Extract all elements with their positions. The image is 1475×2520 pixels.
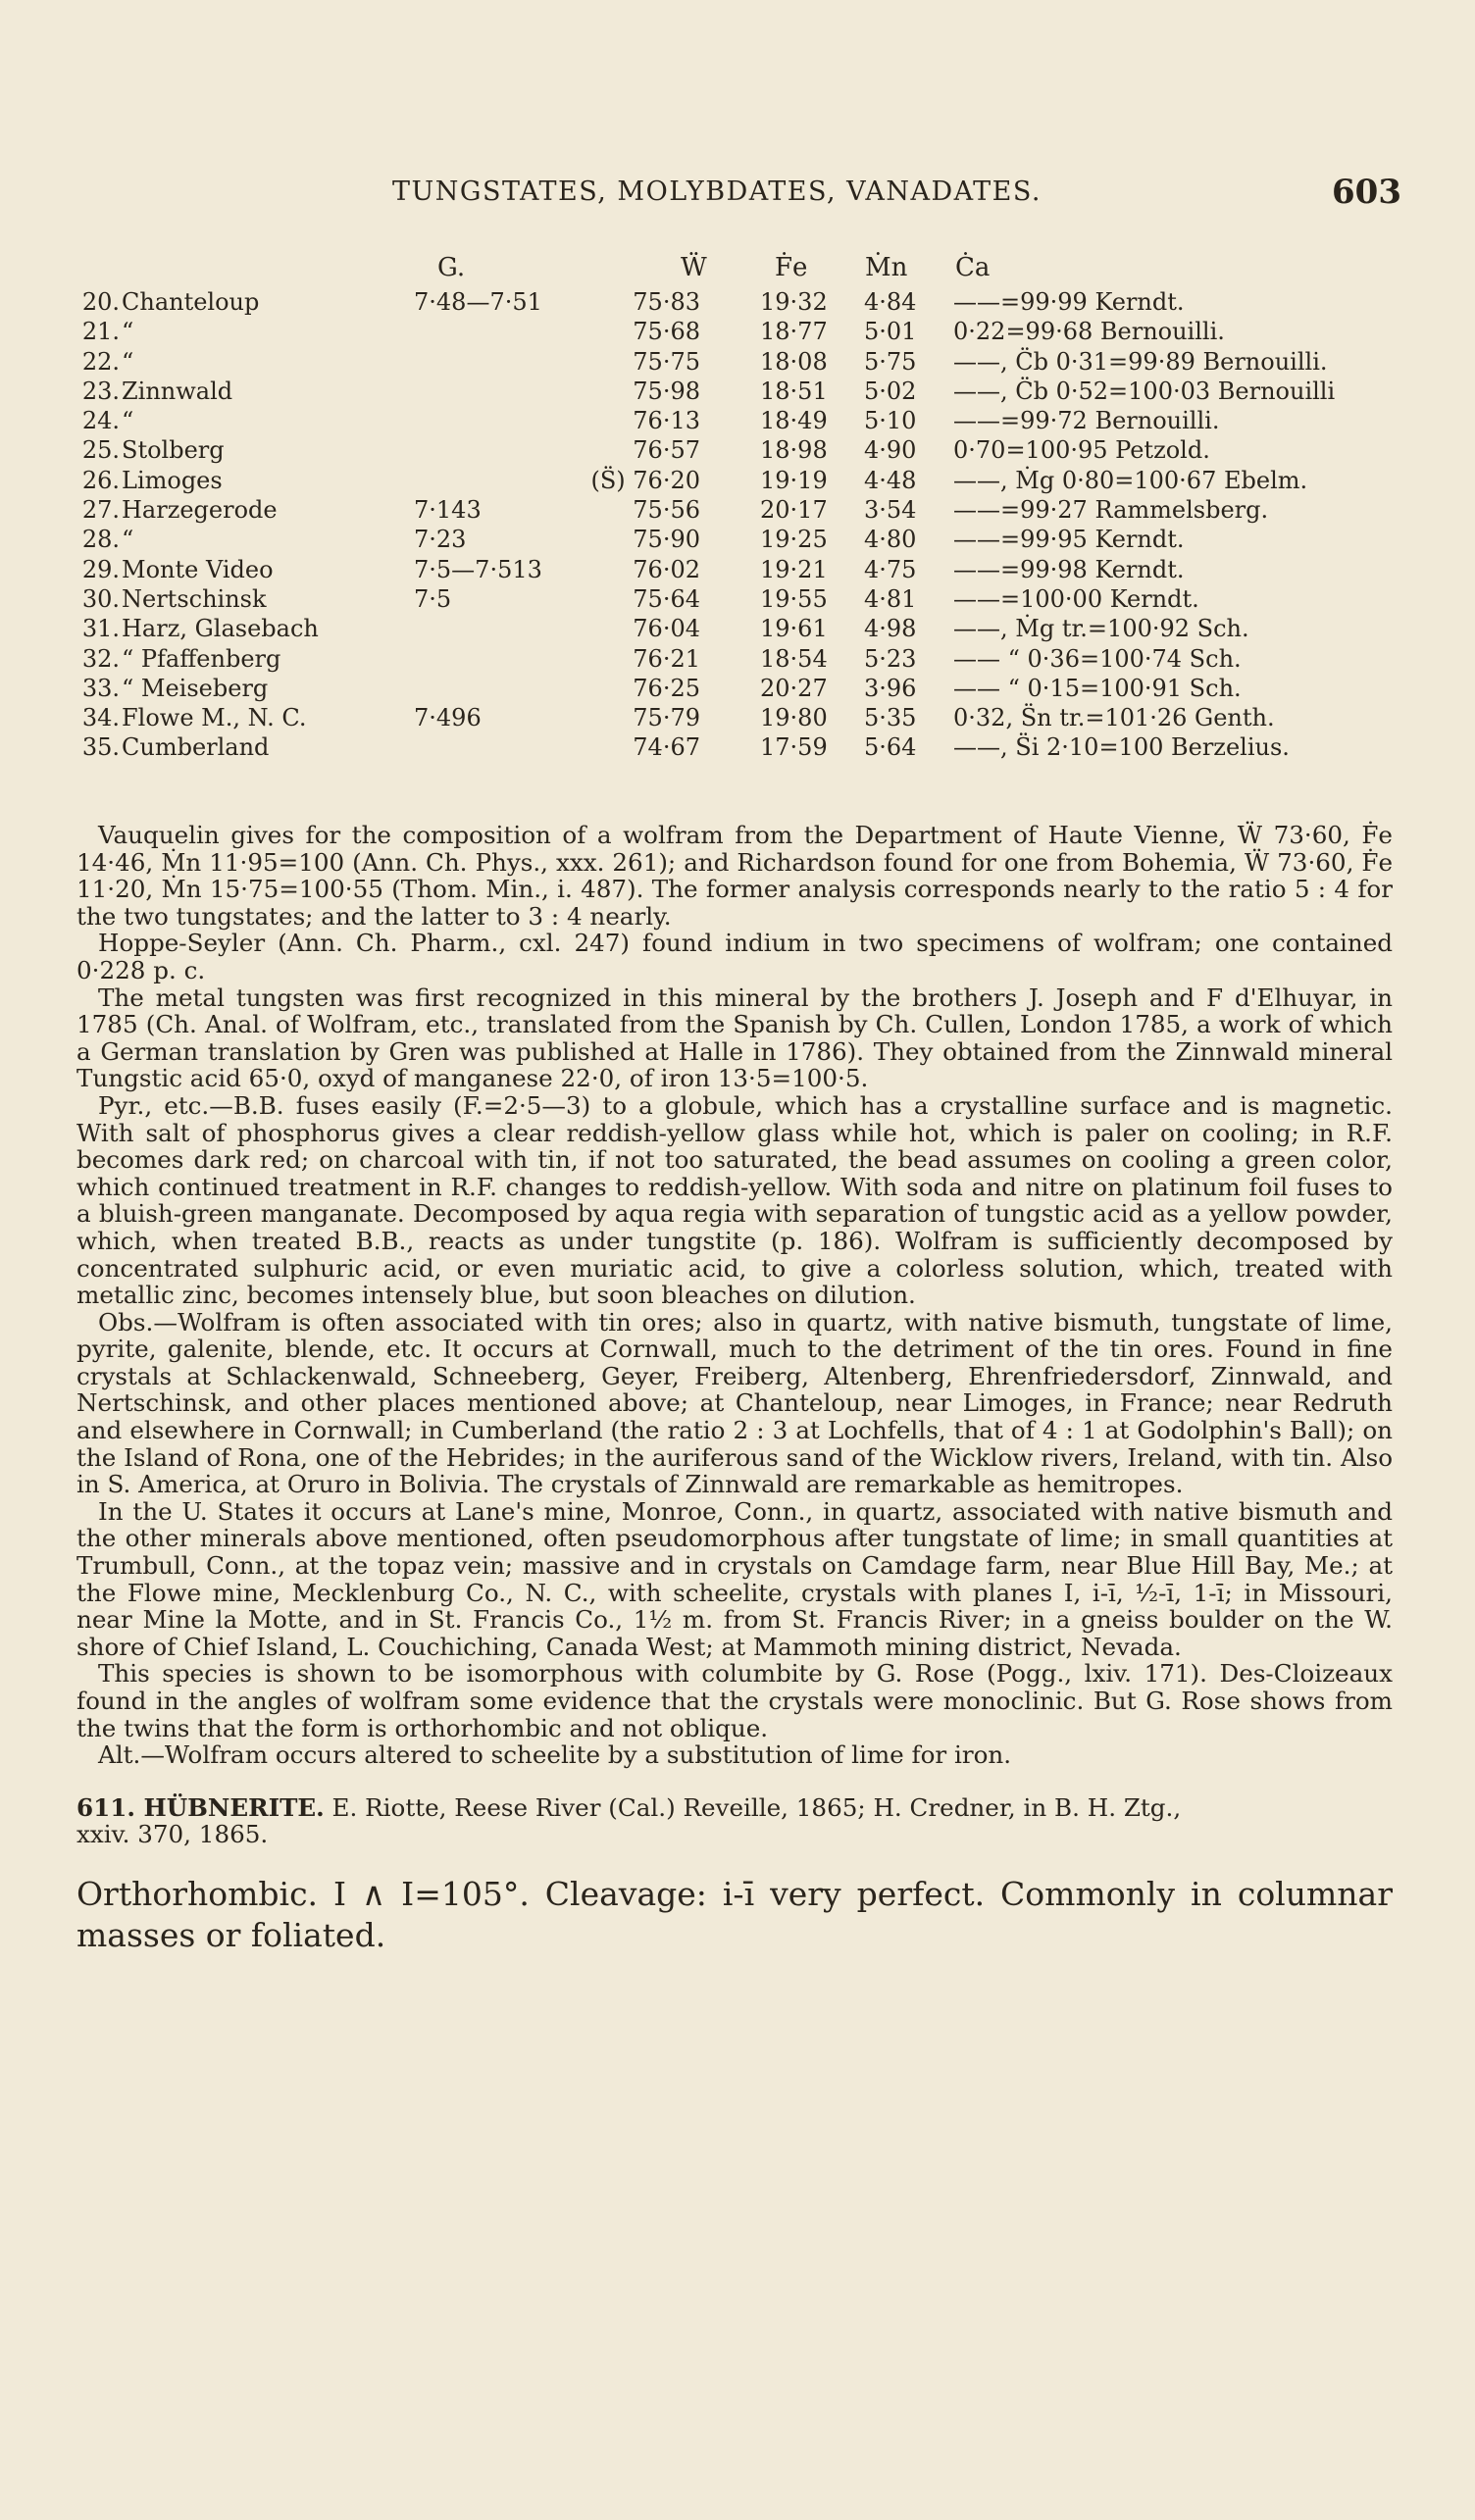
table-row bbox=[0, 288, 1475, 318]
paragraph-pyrognostics: Pyr., etc.—B.B. fuses easily (F.=2·5—3) to a globule, which has a crystalline surface and is magnetic. With salt of phosphorus gives a clear reddish-yellow glass while hot, which is paler on cooling; in R.F. becomes dark red; on charcoal with tin, if not too saturated, the bead assumes on cooling a green color, which continued treatment in R.F. changes to reddish-yellow. With soda and nitre on platinum foil fuses to a bluish-green manganate. Decomposed by aqua regia with separation of tungstic acid as a yellow powder, which, when treated B.B., reacts as under tungstite (p. 186). Wolfram is sufficiently decomposed by concentrated sulphuric acid, or even muriatic acid, to give a colorless solution, which, treated with metallic zinc, becomes intensely blue, but soon bleaches on dilution. bbox=[76, 1090, 1393, 1310]
row-w: (S̈) 76·20 bbox=[590, 466, 700, 494]
analyses-table bbox=[0, 245, 1475, 764]
row-mn: 5·35 bbox=[864, 704, 917, 732]
row-mn: 3·96 bbox=[864, 674, 917, 702]
row-remainder: ——=99·95 Kerndt. bbox=[953, 526, 1185, 554]
header-mn: Ṁn bbox=[865, 253, 908, 282]
row-fe: 19·55 bbox=[760, 584, 828, 613]
species-description: Orthorhombic. I ∧ I=105°. Cleavage: i-ī very perfect. Commonly in columnar masses or foliated. bbox=[76, 1874, 1393, 1954]
row-mn: 5·02 bbox=[864, 377, 917, 405]
row-remainder: ——=99·72 Bernouilli. bbox=[953, 407, 1220, 435]
row-mn: 4·81 bbox=[864, 584, 917, 613]
row-fe: 18·08 bbox=[760, 347, 828, 376]
row-locality: Stolberg bbox=[122, 436, 225, 465]
row-w: 74·67 bbox=[633, 733, 700, 762]
row-fe: 20·27 bbox=[760, 674, 828, 702]
row-locality: Harz, Glasebach bbox=[122, 615, 319, 643]
row-gravity: 7·143 bbox=[414, 496, 482, 525]
paragraph-us-localities: In the U. States it occurs at Lane's mine, Monroe, Conn., in quartz, associated with native bismuth and the other minerals above mentioned, often pseudomorphous after tungstate of lime; in small quantities at Trumbull, Conn., at the topaz vein; massive and in crystals on Camdage farm, near Blue Hill Bay, Me.; at the Flowe mine, Mecklenburg Co., N. C., with scheelite, crystals with planes I, i-ī, ½-ī, 1-ī; in Missouri, near Mine la Motte, and in St. Francis Co., 1½ m. from St. Francis River; in a gneiss boulder on the W. shore of Chief Island, L. Couchiching, Canada West; at Mammoth mining district, Nevada. bbox=[76, 1496, 1393, 1661]
paragraph-history: The metal tungsten was first recognized in this mineral by the brothers J. Joseph and F d'Elhuyar, in 1785 (Ch. Anal. of Wolfram, etc., translated from the Spanish by Ch. Cullen, London 1785, a work of which a German translation by Gren was published at Halle in 1786). They obtained from the Zinnwald mineral Tungstic acid 65·0, oxyd of manganese 22·0, of iron 13·5=100·5. bbox=[76, 983, 1393, 1093]
header-g: G. bbox=[437, 253, 466, 282]
row-fe: 19·21 bbox=[760, 555, 828, 583]
row-mn: 5·01 bbox=[864, 318, 917, 346]
row-mn: 3·54 bbox=[864, 496, 917, 525]
row-remainder: ——=99·99 Kerndt. bbox=[953, 288, 1185, 316]
row-locality: Harzegerode bbox=[122, 496, 278, 525]
species-references-continued: xxiv. 370, 1865. bbox=[76, 1820, 269, 1849]
table-row bbox=[0, 585, 1475, 615]
row-w: 75·98 bbox=[633, 377, 700, 405]
row-remainder: —— “ 0·36=100·74 Sch. bbox=[953, 644, 1242, 673]
row-number: 33. bbox=[81, 674, 120, 702]
page-number: 603 bbox=[1332, 173, 1401, 212]
running-head bbox=[0, 173, 1475, 222]
row-number: 22. bbox=[81, 347, 120, 376]
row-remainder: 0·32, S̈n tr.=101·26 Genth. bbox=[953, 704, 1275, 732]
row-fe: 18·77 bbox=[760, 318, 828, 346]
row-remainder: ——=100·00 Kerndt. bbox=[953, 584, 1199, 613]
species-heading-line bbox=[76, 1794, 1393, 1822]
row-fe: 18·54 bbox=[760, 644, 828, 673]
section-gap bbox=[76, 1769, 1393, 1794]
paragraph-isomorphism: This species is shown to be isomorphous with columbite by G. Rose (Pogg., lxiv. 171). Des-Cloizeaux found in the angles of wolfram some evidence that the crystals were monoclinic. But G. Rose shows from the twins that the form is orthorhombic and not oblique. bbox=[76, 1659, 1393, 1742]
row-fe: 18·49 bbox=[760, 407, 828, 435]
table-row bbox=[0, 436, 1475, 466]
row-w: 75·64 bbox=[633, 584, 700, 613]
table-row bbox=[0, 496, 1475, 526]
table-row bbox=[0, 467, 1475, 496]
row-w: 75·79 bbox=[633, 704, 700, 732]
row-remainder: ——, Ṁg tr.=100·92 Sch. bbox=[953, 615, 1249, 643]
row-locality: Zinnwald bbox=[122, 377, 233, 405]
row-mn: 5·75 bbox=[864, 347, 917, 376]
row-locality: “ Meiseberg bbox=[122, 674, 269, 702]
row-locality: “ bbox=[122, 347, 134, 376]
row-number: 21. bbox=[81, 318, 120, 346]
row-mn: 5·10 bbox=[864, 407, 917, 435]
row-fe: 18·98 bbox=[760, 436, 828, 465]
row-number: 29. bbox=[81, 555, 120, 583]
row-w: 75·83 bbox=[633, 288, 700, 316]
row-gravity: 7·496 bbox=[414, 704, 482, 732]
row-number: 23. bbox=[81, 377, 120, 405]
paragraph-observations: Obs.—Wolfram is often associated with tin ores; also in quartz, with native bismuth, tungstate of lime, pyrite, galenite, blende, etc. It occurs at Cornwall, much to the detriment of the tin ores. Found in fine crystals at Schlackenwald, Schneeberg, Geyer, Freiberg, Altenberg, Ehrenfriedersdorf, Zinnwald, and Nertschinsk, and other places mentioned above; at Chanteloup, near Limoges, in France; near Redruth and elsewhere in Cornwall; in Cumberland (the ratio 2 : 3 at Lochfells, that of 4 : 1 at Godolphin's Ball); on the Island of Rona, one of the Hebrides; in the auriferous sand of the Wicklow rivers, Ireland, with tin. Also in S. America, at Oruro in Bolivia. The crystals of Zinnwald are remarkable as hemitropes. bbox=[76, 1307, 1393, 1499]
row-locality: “ bbox=[122, 318, 134, 346]
row-mn: 4·84 bbox=[864, 288, 917, 316]
paragraph-alteration: Alt.—Wolfram occurs altered to scheelite by a substitution of lime for iron. bbox=[98, 1740, 1012, 1770]
row-mn: 4·48 bbox=[864, 466, 917, 494]
row-number: 34. bbox=[81, 704, 120, 732]
table-row bbox=[0, 645, 1475, 675]
table-row bbox=[0, 704, 1475, 733]
row-locality: Flowe M., N. C. bbox=[122, 704, 307, 732]
row-remainder: —— “ 0·15=100·91 Sch. bbox=[953, 674, 1242, 702]
table-row bbox=[0, 526, 1475, 555]
header-w: Ẅ bbox=[681, 253, 707, 282]
row-number: 35. bbox=[81, 733, 120, 762]
table-row bbox=[0, 348, 1475, 378]
row-mn: 4·75 bbox=[864, 555, 917, 583]
header-ca: Ċa bbox=[955, 253, 991, 282]
row-number: 24. bbox=[81, 407, 120, 435]
row-remainder: ——, S̈i 2·10=100 Berzelius. bbox=[953, 733, 1290, 762]
row-number: 31. bbox=[81, 615, 120, 643]
row-locality: Limoges bbox=[122, 466, 223, 494]
row-gravity: 7·48—7·51 bbox=[414, 288, 542, 316]
row-remainder: ——, C̈b 0·52=100·03 Bernouilli bbox=[953, 377, 1336, 405]
table-row bbox=[0, 733, 1475, 763]
paragraph-vauquelin: Vauquelin gives for the composition of a wolfram from the Department of Haute Vienne, Ẅ 73·60, Ḟe 14·46, Ṁn 11·95=100 (Ann. Ch. Phys., xxx. 261); and Richardson found for one from Bohemia, Ẅ 73·60, Ḟe 11·20, Ṁn 15·75=100·55 (Thom. Min., i. 487). The former analysis corresponds nearly to the ratio 5 : 4 for the two tungstates; and the latter to 3 : 4 nearly. bbox=[76, 821, 1393, 931]
row-remainder: 0·22=99·68 Bernouilli. bbox=[953, 318, 1225, 346]
header-fe: Ḟe bbox=[775, 253, 808, 282]
table-row bbox=[0, 318, 1475, 347]
row-number: 28. bbox=[81, 526, 120, 554]
species-heading: 611. HÜBNERITE. bbox=[76, 1792, 325, 1822]
row-number: 25. bbox=[81, 436, 120, 465]
row-gravity: 7·23 bbox=[414, 526, 467, 554]
table-row bbox=[0, 407, 1475, 436]
row-w: 76·57 bbox=[633, 436, 700, 465]
row-number: 27. bbox=[81, 496, 120, 525]
row-locality: Monte Video bbox=[122, 555, 274, 583]
row-mn: 5·64 bbox=[864, 733, 917, 762]
row-mn: 4·80 bbox=[864, 526, 917, 554]
row-w: 75·75 bbox=[633, 347, 700, 376]
table-row bbox=[0, 615, 1475, 644]
row-fe: 18·51 bbox=[760, 377, 828, 405]
row-w: 75·68 bbox=[633, 318, 700, 346]
row-locality: “ bbox=[122, 407, 134, 435]
row-number: 20. bbox=[81, 288, 120, 316]
row-fe: 19·32 bbox=[760, 288, 828, 316]
row-w: 76·04 bbox=[633, 615, 700, 643]
row-locality: “ Pfaffenberg bbox=[122, 644, 281, 673]
running-title: TUNGSTATES, MOLYBDATES, VANADATES. bbox=[392, 176, 1042, 207]
row-locality: Cumberland bbox=[122, 733, 270, 762]
row-gravity: 7·5 bbox=[414, 584, 452, 613]
row-remainder: ——=99·27 Rammelsberg. bbox=[953, 496, 1269, 525]
row-w: 75·56 bbox=[633, 496, 700, 525]
table-row bbox=[0, 675, 1475, 704]
row-w: 76·25 bbox=[633, 674, 700, 702]
row-locality: Chanteloup bbox=[122, 288, 260, 316]
row-mn: 4·90 bbox=[864, 436, 917, 465]
row-remainder: ——, Ṁg 0·80=100·67 Ebelm. bbox=[953, 466, 1308, 494]
row-fe: 19·25 bbox=[760, 526, 828, 554]
row-number: 30. bbox=[81, 584, 120, 613]
table-row bbox=[0, 556, 1475, 585]
row-w: 76·21 bbox=[633, 644, 700, 673]
table-header bbox=[0, 245, 1475, 288]
row-fe: 19·19 bbox=[760, 466, 828, 494]
row-number: 32. bbox=[81, 644, 120, 673]
row-fe: 19·61 bbox=[760, 615, 828, 643]
row-mn: 5·23 bbox=[864, 644, 917, 673]
body-text bbox=[76, 822, 1393, 1956]
row-fe: 19·80 bbox=[760, 704, 828, 732]
row-gravity: 7·5—7·513 bbox=[414, 555, 542, 583]
row-number: 26. bbox=[81, 466, 120, 494]
row-fe: 17·59 bbox=[760, 733, 828, 762]
row-remainder: ——=99·98 Kerndt. bbox=[953, 555, 1185, 583]
row-remainder: 0·70=100·95 Petzold. bbox=[953, 436, 1210, 465]
row-locality: “ bbox=[122, 526, 134, 554]
row-locality: Nertschinsk bbox=[122, 584, 267, 613]
paragraph-hoppe-seyler: Hoppe-Seyler (Ann. Ch. Pharm., cxl. 247) found indium in two specimens of wolfram; one contained 0·228 p. c. bbox=[76, 929, 1393, 984]
row-w: 75·90 bbox=[633, 526, 700, 554]
species-references: E. Riotte, Reese River (Cal.) Reveille, 1865; H. Credner, in B. H. Ztg., bbox=[331, 1792, 1182, 1822]
row-mn: 4·98 bbox=[864, 615, 917, 643]
row-remainder: ——, C̈b 0·31=99·89 Bernouilli. bbox=[953, 347, 1328, 376]
row-w: 76·13 bbox=[633, 407, 700, 435]
table-row bbox=[0, 378, 1475, 407]
row-w: 76·02 bbox=[633, 555, 700, 583]
row-fe: 20·17 bbox=[760, 496, 828, 525]
